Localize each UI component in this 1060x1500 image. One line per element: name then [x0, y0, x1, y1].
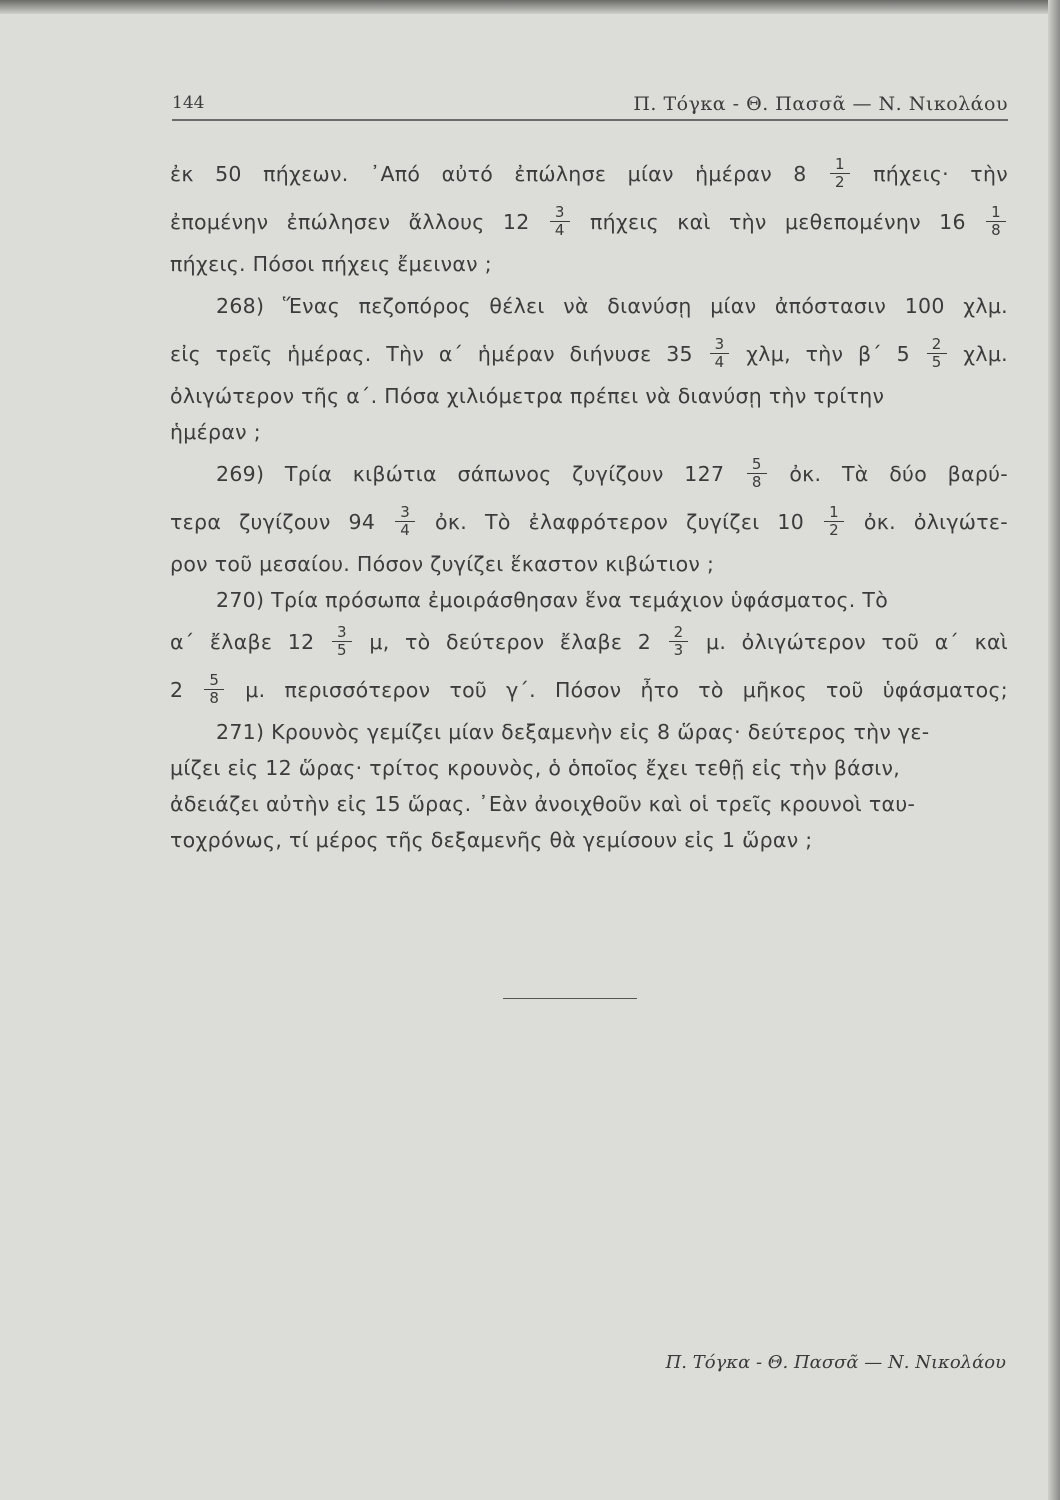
text-line [170, 546, 1008, 582]
text-segment: ὀλιγώτερον τῆς α΄. Πόσα χιλιόμετρα πρέπει νὰ διανύσῃ τὴν τρίτην [170, 384, 885, 408]
text-line [170, 618, 1008, 666]
fraction-denominator: 8 [751, 472, 762, 491]
text-segment: ρον τοῦ μεσαίου. Πόσον ζυγίζει ἕκαστον κιβώτιον ; [170, 552, 715, 576]
text-segment: πήχεις καὶ τὴν μεθεπομένην 16 [571, 210, 985, 234]
fraction-denominator: 3 [673, 640, 684, 659]
fraction [550, 204, 570, 239]
fraction-numerator: 2 [927, 336, 947, 354]
text-line [170, 150, 1008, 198]
fraction [710, 336, 730, 371]
text-line [170, 786, 1008, 822]
text-segment: τερα ζυγίζουν 94 [170, 510, 394, 534]
text-segment: ἡμέραν ; [170, 420, 261, 444]
text-line [170, 666, 1008, 714]
text-segment: τοχρόνως, τί μέρος τῆς δεξαμενῆς θὰ γεμίσουν εἰς 1 ὥραν ; [170, 828, 813, 852]
fraction-denominator: 8 [209, 688, 220, 707]
fraction-denominator: 4 [400, 520, 411, 539]
text-segment: χλμ, τὴν β΄ 5 [731, 342, 925, 366]
section-separator [503, 998, 637, 999]
text-line [170, 198, 1008, 246]
fraction-numerator: 3 [395, 504, 415, 522]
text-segment: 270) Τρία πρόσωπα ἐμοιράσθησαν ἕνα τεμάχιον ὑφάσματος. Τὸ [216, 588, 889, 612]
fraction [747, 456, 767, 491]
page-edge-shadow-right [1048, 0, 1060, 1500]
fraction [669, 624, 689, 659]
text-segment: 269) Τρία κιβώτια σάπωνος ζυγίζουν 127 [216, 462, 745, 486]
fraction-numerator: 1 [824, 504, 844, 522]
text-segment: ὀκ. Τὰ δύο βαρύ- [768, 462, 1008, 486]
page-header [172, 93, 1008, 121]
text-segment: ὀκ. ὀλιγώτε- [845, 510, 1008, 534]
fraction [986, 204, 1006, 239]
text-line [170, 282, 1008, 330]
text-line [170, 330, 1008, 378]
text-segment: πήχεις· τὴν [851, 162, 1008, 186]
fraction-denominator: 4 [714, 352, 725, 371]
page-edge-shadow [0, 0, 1060, 14]
fraction-numerator: 1 [830, 156, 850, 174]
fraction-denominator: 2 [834, 172, 845, 191]
text-segment: μ, τὸ δεύτερον ἔλαβε 2 [353, 630, 667, 654]
text-segment: 268) Ἕνας πεζοπόρος θέλει νὰ διανύσῃ μίαν ἀπόστασιν 100 χλμ. [216, 294, 1008, 318]
text-line [170, 450, 1008, 498]
fraction-numerator: 1 [986, 204, 1006, 222]
text-segment: μ. περισσότερον τοῦ γ΄. Πόσον ἦτο τὸ μῆκος τοῦ ὑφάσματος; [226, 678, 1008, 702]
text-line [170, 378, 1008, 414]
text-segment: χλμ. [948, 342, 1008, 366]
fraction [395, 504, 415, 539]
text-segment: μ. ὀλιγώτερον τοῦ α΄ καὶ [690, 630, 1009, 654]
text-line [170, 414, 1008, 450]
text-segment: ὀκ. Τὸ ἐλαφρότερον ζυγίζει 10 [417, 510, 823, 534]
text-line [170, 822, 1008, 858]
text-line [170, 714, 1008, 750]
running-head: Π. Τόγκα - Θ. Πασσᾶ — Ν. Νικολάου [633, 93, 1008, 115]
text-line [170, 750, 1008, 786]
text-segment: ἐπομένην ἐπώλησεν ἄλλους 12 [170, 210, 548, 234]
body-text [170, 150, 1008, 858]
text-segment: 271) Κρουνὸς γεμίζει μίαν δεξαμενὴν εἰς 8 ὥρας· δεύτερος τὴν γε- [216, 720, 930, 744]
fraction [927, 336, 947, 371]
fraction-numerator: 3 [710, 336, 730, 354]
text-segment: α΄ ἔλαβε 12 [170, 630, 330, 654]
page-number: 144 [172, 93, 205, 113]
fraction-numerator: 5 [204, 672, 224, 690]
text-line [170, 582, 1008, 618]
fraction-denominator: 2 [829, 520, 839, 539]
footer-authors: Π. Τόγκα - Θ. Πασσᾶ — Ν. Νικολάου [665, 1352, 1006, 1373]
text-segment: ἐκ 50 πήχεων. ᾽Από αὐτό ἐπώλησε μίαν ἡμέραν 8 [170, 162, 828, 186]
text-segment: εἰς τρεῖς ἡμέρας. Τὴν α΄ ἡμέραν διήνυσε 35 [170, 342, 708, 366]
fraction-numerator: 2 [669, 624, 689, 642]
fraction-denominator: 5 [337, 640, 347, 659]
text-line [170, 498, 1008, 546]
fraction [824, 504, 844, 539]
fraction-denominator: 5 [931, 352, 942, 371]
text-line [170, 246, 1008, 282]
text-segment: πήχεις. Πόσοι πήχεις ἔμειναν ; [170, 252, 492, 276]
text-segment: ἀδειάζει αὐτὴν εἰς 15 ὥρας. ᾽Εὰν ἀνοιχθοῦν καὶ οἱ τρεῖς κρουνοὶ ταυ- [170, 792, 916, 816]
fraction-denominator: 4 [554, 220, 565, 239]
fraction [204, 672, 224, 707]
fraction [830, 156, 850, 191]
fraction-numerator: 5 [747, 456, 767, 474]
fraction-numerator: 3 [550, 204, 570, 222]
fraction-denominator: 8 [991, 220, 1001, 239]
fraction-numerator: 3 [332, 624, 352, 642]
text-segment: μίζει εἰς 12 ὥρας· τρίτος κρουνὸς, ὁ ὁποῖος ἔχει τεθῇ εἰς τὴν βάσιν, [170, 756, 901, 780]
fraction [332, 624, 352, 659]
text-segment: 2 [170, 678, 203, 702]
